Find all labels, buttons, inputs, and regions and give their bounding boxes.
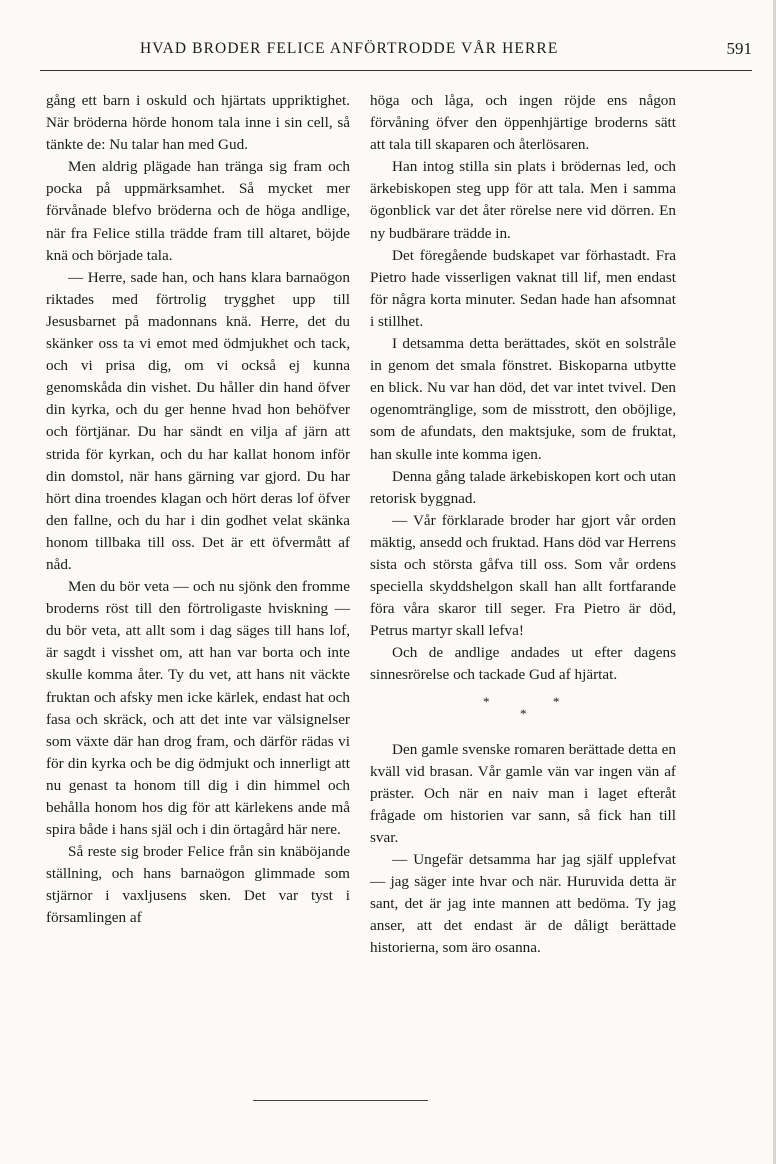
paragraph: — Herre, sade han, och hans klara barnaögon riktades med förtrolig trygghet upp till Jesusbarnet på madonnans knä. Herre, det du skänker oss ta vi emot med ödmjukhet och tack, och vi prisa dig, om vi också ej kunna genomskåda din vishet. Du håller din hand öfver din kyrka, och du ger henne hvad hon behöfver och förtjänar. Du har sändt en vilja af järn att strida för kyrkan, och du har kallat honom inför din domstol, när hans gärning var gjord. Du har hört dina troendes klagan och hört deras lof öfver den fallne, och du har i din godhet velat skänka honom tillbaka till oss. Det är ett öfvermått af nåd.: [46, 268, 350, 573]
running-title: HVAD BRODER FELICE ANFÖRTRODDE VÅR HERRE: [140, 40, 559, 57]
paragraph: Men aldrig plägade han tränga sig fram och pocka på uppmärksamhet. Så mycket mer förvånade blefvo bröderna och de höga andlige, när fra Felice stilla trädde fram till altaret, böjde knä och började tala.: [46, 158, 350, 264]
paragraph: I detsamma detta berättades, sköt en solstråle in genom det smala fönstret. Biskoparna utbytte en blick. Nu var han död, det var intet tvivel. Den ogenomtränglige, som de misstrott, den oböjlige, som de afundats, den maktsjuke, som de fruktat, han skulle inte komma igen.: [370, 335, 676, 463]
running-header: [40, 40, 752, 64]
asterisk-glyph: *: [483, 693, 490, 709]
paragraph: — Ungefär detsamma har jag själf upplefvat — jag säger inte hvar och när. Huruvida detta är sant, det är jag inte mannen att bedöma. Ty jag anser, att det endast är de dåligt berättade historierna, som äro osanna.: [370, 851, 676, 957]
asterisk-glyph: *: [520, 705, 527, 721]
section-break-asterism: [370, 689, 676, 731]
paragraph: — Vår förklarade broder har gjort vår orden mäktig, ansedd och fruktad. Hans död var Herrens sista och största gåfva till oss. Som vår ordens speciella skyddshelgon skall han allt fortfarande föra våra skaror till seger. Fra Pietro är död, Petrus martyr skall lefva!: [370, 511, 676, 640]
left-column: [46, 90, 350, 930]
asterisk-glyph: *: [553, 693, 560, 709]
paragraph: Så reste sig broder Felice från sin knäböjande ställning, och hans barnaögon glimmade som stjärnor i vaxljusens sken. Det var tyst i församlingen af: [46, 843, 350, 927]
footer-rule: [253, 1100, 428, 1101]
paragraph: Han intog stilla sin plats i brödernas led, och ärkebiskopen steg upp för att tala. Men i samma ögonblick var det åter rörelse nere vid dörren. En ny budbärare trädde in.: [370, 158, 676, 242]
right-column: [370, 90, 676, 959]
paragraph: gång ett barn i oskuld och hjärtats uppriktighet. När bröderna hörde honom tala inne i sin cell, så tänkte de: Nu talar han med Gud.: [46, 92, 350, 154]
header-rule: [40, 70, 752, 71]
paragraph: höga och låga, och ingen röjde ens någon förvåning öfver den öppenhjärtige broderns sätt att tala till skaparen och återlösaren.: [370, 92, 676, 154]
paragraph: Och de andlige andades ut efter dagens sinnesrörelse och tackade Gud af hjärtat.: [370, 644, 676, 684]
paragraph: Denna gång talade ärkebiskopen kort och utan retorisk byggnad.: [370, 467, 676, 507]
paragraph: Men du bör veta — och nu sjönk den fromme broderns röst till den förtroligaste hviskning — du bör veta, att allt som i dag säges till hans lof, är sagdt i visshet om, att han var borta och inte skulle komma åter. Ty du vet, att hans nit väckte fruktan och afsky men icke kärlek, endast hat och fasa och skräck, och att det inte var välsignelser som växte där han drog fram, och därför rädas vi för din kyrka och be dig ödmjukt och innerligt att nu genast ta honom till dig i din himmel och behålla honom hos dig för att kärlekens ande må spira både i hans själ och i din örtagård här nere.: [46, 578, 350, 839]
paragraph: Den gamle svenske romaren berättade detta en kväll vid brasan. Vår gamle vän var ingen vän af präster. Och när en naiv man i laget efteråt frågade om historien var sann, så fick han till svar.: [370, 740, 676, 846]
page-number: 591: [726, 39, 752, 58]
paragraph: Det föregående budskapet var förhastadt. Fra Pietro hade visserligen vaknat till lif, men endast för några korta minuter. Sedan hade han afsomnat i stillhet.: [370, 246, 676, 330]
